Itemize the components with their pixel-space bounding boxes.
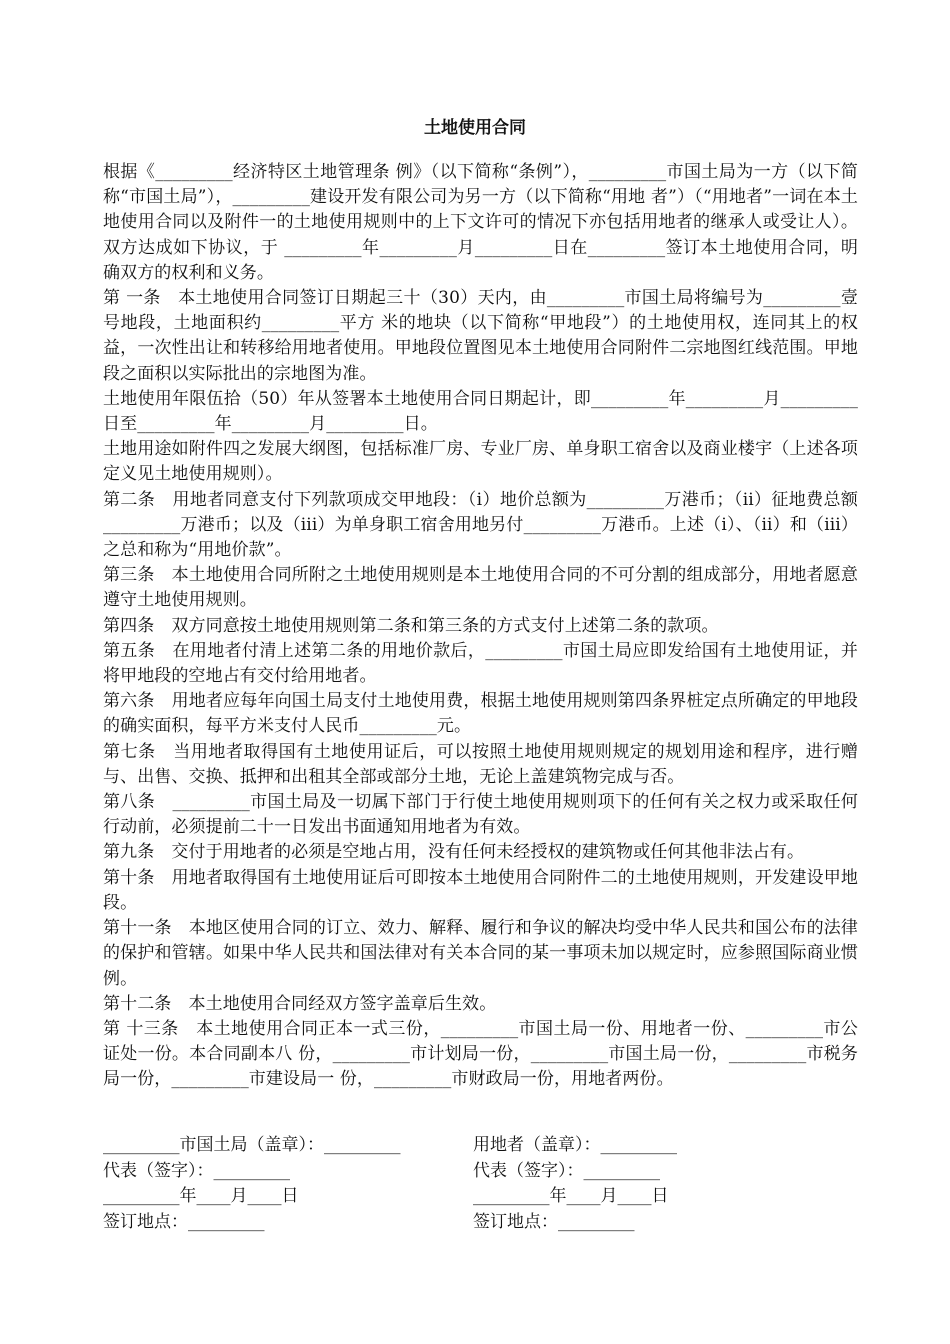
signature-row (103, 1133, 858, 1159)
signature-block (103, 1133, 858, 1235)
article-13-paragraph: 第 十三条 本土地使用合同正本一式三份，_________市国土局一份、用地者一份、_________市公证处一份。本合同副本八 份，_________市计划局一份，_________市国土局一份，_________市税务局一份，_________市建设局一 份，_________市财政局一份，用地者两份。 (103, 1018, 858, 1090)
signature-row (103, 1184, 858, 1210)
land-user-representative-line: 代表（签字）：_________ (473, 1160, 660, 1181)
land-user-date-line: _________年____月____日 (473, 1186, 669, 1206)
article-9-paragraph: 第九条 交付于用地者的必须是空地占用，没有任何未经授权的建筑物或任何其他非法占有。 (103, 842, 805, 863)
article-2-paragraph: 第二条 用地者同意支付下列款项成交甲地段：（i）地价总额为_________万港币；（ii）征地费总额_________万港币；以及（iii）为单身职工宿舍用地另付_________万港币。上述（i）、（ii）和（iii）之总和称为“用地价款”。 (103, 489, 858, 561)
preamble-paragraph: 根据《_________经济特区土地管理条 例》（以下简称“条例”），_________市国土局为一方（以下简称“市国土局”），_________建设开发有限公司为另一方（以下简称“用地 者”）（“用地者”一词在本土地使用合同以及附件一的土地使用规则中的上下文许可的情况下亦包括用地者的继承人或受让人）。双方达成如下协议，于 _________年_________月_________日在_________签订本土地使用合同，明确双方的权利和义务。 (103, 162, 858, 283)
article-5-paragraph: 第五条 在用地者付清上述第二条的用地价款后，_________市国土局应即发给国有土地使用证，并将甲地段的空地占有交付给用地者。 (103, 640, 858, 687)
contract-body (103, 160, 858, 1093)
land-user-seal-line: 用地者（盖章）：_________ (473, 1135, 677, 1155)
article-6-paragraph: 第六条 用地者应每年向国土局支付土地使用费，根据土地使用规则第四条界桩定点所确定的甲地段的确实面积，每平方米支付人民币_________元。 (103, 691, 858, 737)
land-use-paragraph: 土地用途如附件四之发展大纲图，包括标准厂房、专业厂房、单身职工宿舍以及商业楼宇（上述各项定义见土地使用规则）。 (103, 439, 858, 485)
article-1-paragraph: 第 一条 本土地使用合同签订日期起三十（30）天内，由_________市国土局将编号为_________壹号地段，土地面积约_________平方 米的地块（以下简称“甲地段”）的土地使用权，连同其上的权益，一次性出让和转移给用地者使用。甲地段位置图见本土地使用合同附件二宗地图红线范围。甲地 段之面积以实际批出的宗地图为准。 (103, 288, 858, 384)
bureau-representative-line: 代表（签字）：_________ (103, 1160, 290, 1181)
article-7-paragraph: 第七条 当用地者取得国有土地使用证后，可以按照土地使用规则规定的规划用途和程序，进行赠与、出售、交换、抵押和出租其全部或部分土地，无论上盖建筑物完成与否。 (103, 741, 858, 787)
signature-row (103, 1159, 858, 1185)
bureau-date-line: _________年____月____日 (103, 1186, 299, 1206)
article-3-paragraph: 第三条 本土地使用合同所附之土地使用规则是本土地使用合同的不可分割的组成部分，用地者愿意遵守土地使用规则。 (103, 565, 858, 611)
bureau-seal-line: _________市国土局（盖章）：_________ (103, 1135, 401, 1155)
bureau-signing-place-line: 签订地点：_________ (103, 1211, 265, 1232)
land-user-signing-place-line: 签订地点：_________ (473, 1211, 635, 1232)
article-4-paragraph: 第四条 双方同意按土地使用规则第二条和第三条的方式支付上述第二条的款项。 (103, 615, 719, 636)
document-title: 土地使用合同 (424, 118, 526, 138)
article-11-paragraph: 第十一条 本地区使用合同的订立、效力、解释、履行和争议的解决均受中华人民共和国公布的法律的保护和管辖。如果中华人民共和国法律对有关本合同的某一事项未加以规定时，应参照国际商业惯例。 (103, 918, 858, 989)
signature-row (103, 1210, 858, 1236)
article-12-paragraph: 第十二条 本土地使用合同经双方签字盖章后生效。 (103, 993, 497, 1014)
land-term-paragraph: 土地使用年限伍拾（50）年从签署本土地使用合同日期起计，即_________年_________月_________日至_________年_________月_________日。 (103, 388, 858, 435)
article-10-paragraph: 第十条 用地者取得国有土地使用证后可即按本土地使用合同附件二的土地使用规则，开发建设甲地段。 (103, 867, 858, 913)
article-8-paragraph: 第八条 _________市国土局及一切属下部门于行使土地使用规则项下的任何有关之权力或采取任何行动前，必须提前二十一日发出书面通知用地者为有效。 (103, 792, 858, 838)
